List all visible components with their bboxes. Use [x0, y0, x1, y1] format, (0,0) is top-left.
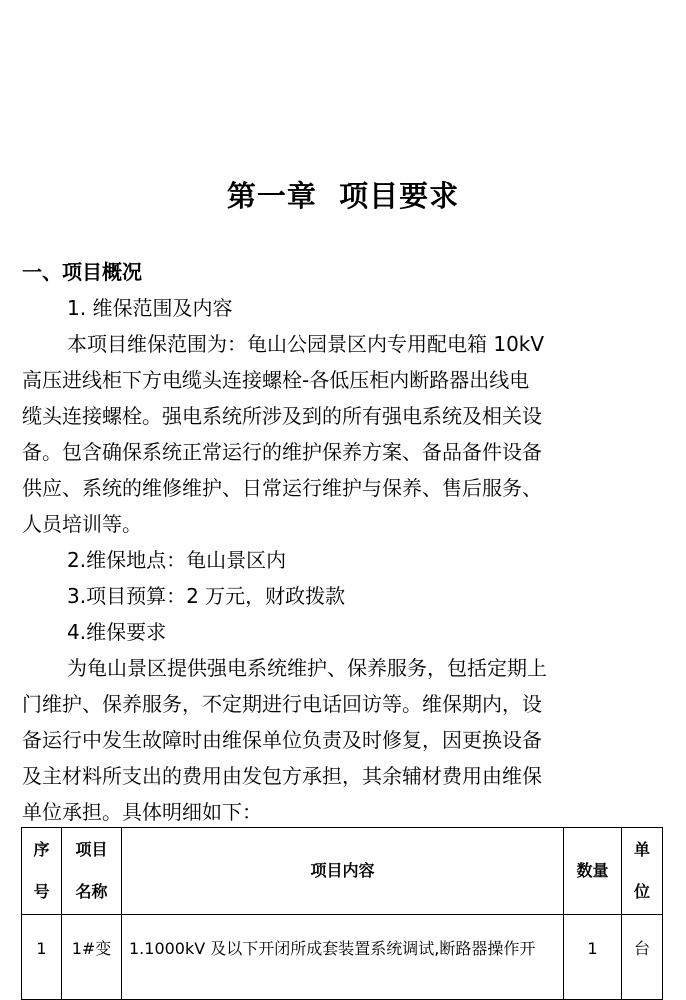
paragraph-line: 本项目维保范围为：龟山公园景区内专用配电箱 10kV	[67, 332, 545, 356]
paragraph-line: 为龟山景区提供强电系统维护、保养服务，包括定期上	[67, 656, 547, 680]
table-header-row	[22, 828, 663, 915]
paragraph-line: 供应、系统的维修维护、日常运行维护与保养、售后服务、	[22, 476, 542, 500]
header-unit-top: 单	[633, 840, 650, 859]
cell-seq: 1	[22, 915, 62, 1000]
paragraph-line: 及主材料所支出的费用由发包方承担，其余辅材费用由维保	[22, 764, 542, 788]
header-name	[62, 828, 122, 915]
cell-name: 1#变	[62, 915, 122, 1000]
paragraph-line: 备运行中发生故障时由维保单位负责及时修复，因更换设备	[22, 728, 542, 752]
requirements-heading: 4.维保要求	[67, 620, 167, 644]
paragraph-line: 门维护、保养服务，不定期进行电话回访等。维保期内，设	[22, 692, 542, 716]
header-seq-bottom: 号	[33, 882, 50, 901]
header-seq-top: 序	[33, 840, 50, 859]
paragraph-line: 缆头连接螺栓。强电系统所涉及到的所有强电系统及相关设	[22, 404, 542, 428]
budget-line: 3.项目预算：2 万元，财政拨款	[67, 584, 346, 608]
header-seq	[22, 828, 62, 915]
scope-heading: 1. 维保范围及内容	[67, 296, 233, 320]
header-name-top: 项目	[75, 840, 108, 859]
cell-content: 1.1000kV 及以下开闭所成套装置系统调试,断路器操作开	[122, 915, 564, 1000]
chapter-title: 第一章 项目要求	[226, 179, 460, 213]
maintenance-detail-table	[21, 827, 663, 1000]
location-line: 2.维保地点：龟山景区内	[67, 548, 287, 572]
paragraph-line: 备。包含确保系统正常运行的维护保养方案、备品备件设备	[22, 440, 542, 464]
cell-unit: 台	[622, 915, 663, 1000]
header-unit	[622, 828, 663, 915]
header-content: 项目内容	[122, 828, 564, 915]
paragraph-line: 高压进线柜下方电缆头连接螺栓-各低压柜内断路器出线电	[22, 368, 530, 392]
section-heading: 一、项目概况	[22, 260, 142, 284]
header-unit-bottom: 位	[633, 882, 650, 901]
paragraph-line: 人员培训等。	[22, 512, 142, 536]
cell-quantity: 1	[564, 915, 622, 1000]
header-name-bottom: 名称	[75, 882, 108, 901]
header-quantity: 数量	[564, 828, 622, 915]
paragraph-line: 单位承担。具体明细如下：	[22, 800, 262, 824]
